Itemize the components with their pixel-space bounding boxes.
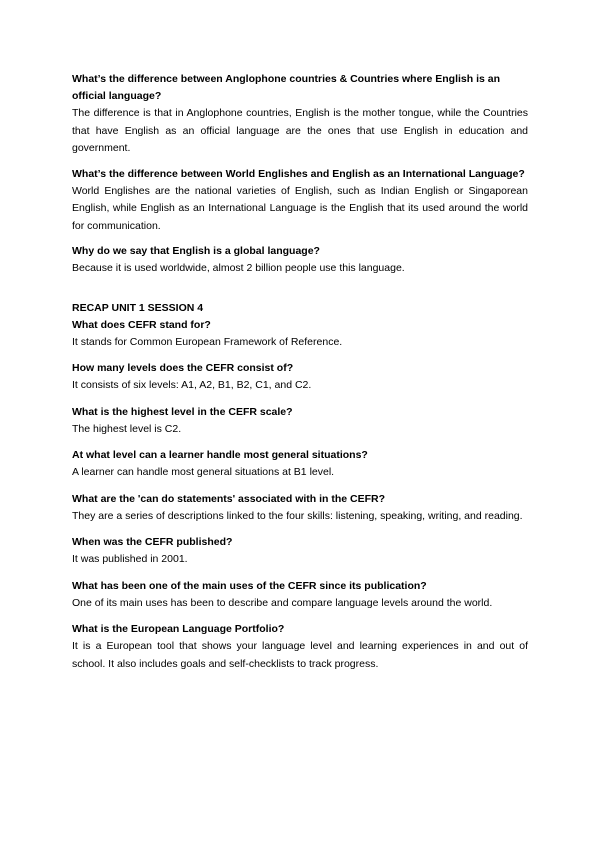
question: What’s the difference between Anglophone countries & Countries where English is an official language?: [72, 73, 501, 102]
question: What is the European Language Portfolio?: [72, 623, 285, 635]
answer: The highest level is C2.: [72, 422, 182, 435]
qa-block: [72, 534, 528, 569]
section-heading: RECAP UNIT 1 SESSION 4: [72, 301, 204, 314]
answer: The difference is that in Anglophone countries, English is the mother tongue, while the Countries that have English as an official language are the ones that use English in education and government.: [72, 107, 528, 154]
qa-block: [72, 578, 528, 613]
question: What does CEFR stand for?: [72, 318, 211, 331]
qa-block: [72, 71, 528, 158]
document-page: [72, 71, 528, 673]
qa-block: [72, 404, 528, 439]
qa-block: [72, 447, 528, 482]
qa-block: [72, 360, 528, 395]
qa-block: [72, 166, 528, 236]
qa-block: [72, 491, 528, 526]
qa-block: [72, 317, 528, 352]
answer: They are a series of descriptions linked to the four skills: listening, speaking, writing, and reading.: [72, 509, 523, 522]
question: What are the 'can do statements' associated with in the CEFR?: [72, 492, 386, 505]
question: What has been one of the main uses of the CEFR since its publication?: [72, 579, 427, 592]
question: When was the CEFR published?: [72, 536, 233, 548]
question: What’s the difference between World Englishes and English as an International Language?: [72, 167, 525, 180]
qa-block: [72, 243, 528, 278]
question: At what level can a learner handle most general situations?: [72, 449, 368, 461]
question: Why do we say that English is a global language?: [72, 245, 320, 257]
answer: It stands for Common European Framework of Reference.: [72, 335, 343, 348]
answer: One of its main uses has been to describe and compare language levels around the world.: [72, 596, 493, 609]
answer: Because it is used worldwide, almost 2 billion people use this language.: [72, 262, 405, 274]
question: How many levels does the CEFR consist of?: [72, 362, 294, 374]
answer: World Englishes are the national varieties of English, such as Indian English or Singaporean English, while English as an International Language is the English that its used around the world for communication.: [72, 184, 528, 232]
answer: A learner can handle most general situations at B1 level.: [72, 466, 335, 478]
answer: It consists of six levels: A1, A2, B1, B2, C1, and C2.: [72, 379, 312, 391]
answer: It was published in 2001.: [72, 553, 188, 565]
answer: It is a European tool that shows your language level and learning experiences in and out of school. It also includes goals and self-checklists to track progress.: [72, 640, 528, 670]
question: What is the highest level in the CEFR scale?: [72, 405, 293, 418]
qa-block: [72, 621, 528, 673]
